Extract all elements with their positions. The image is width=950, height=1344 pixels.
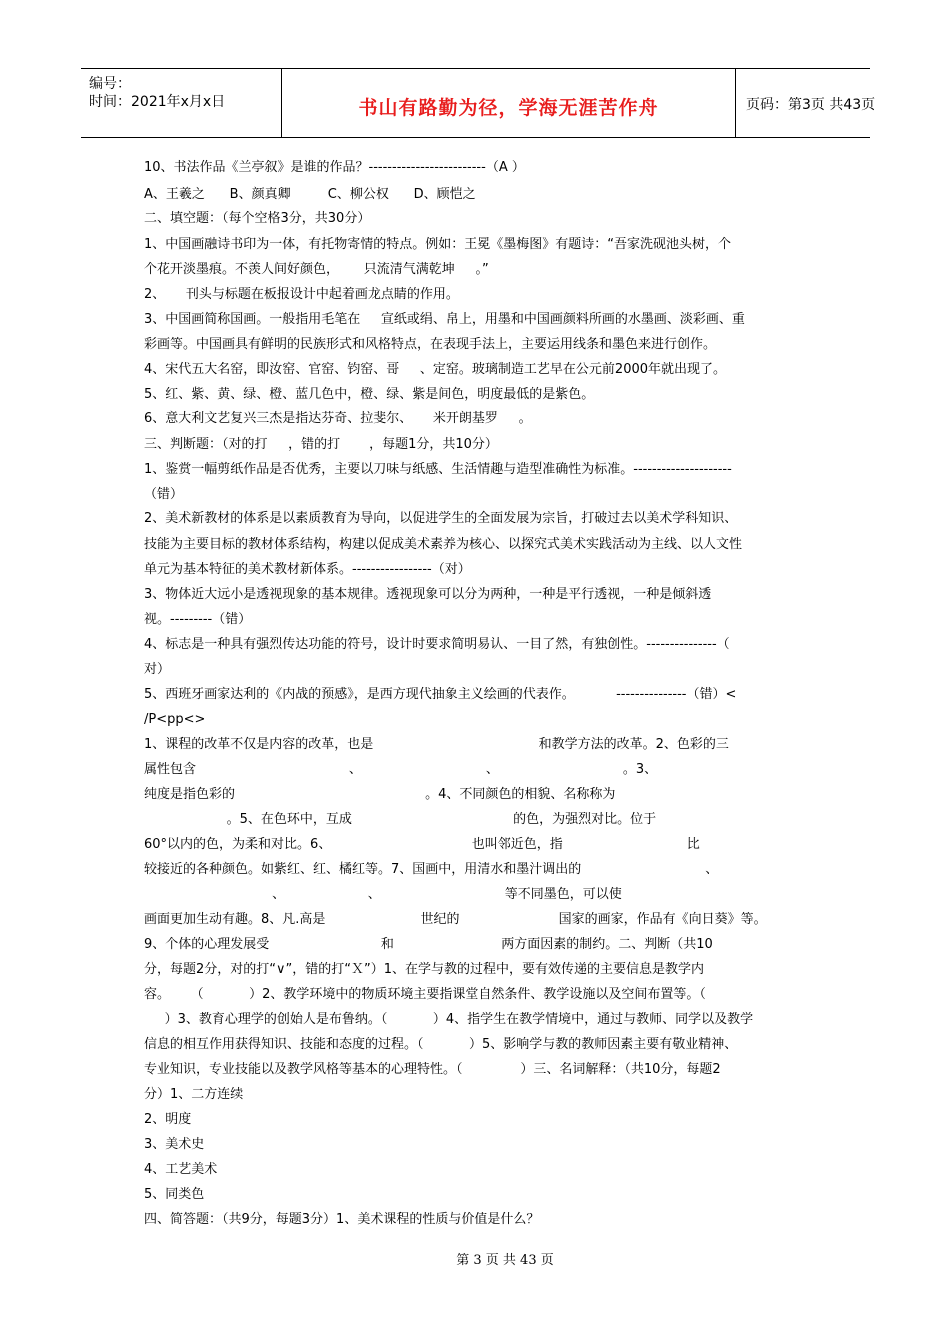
text-line: 4、标志是一种具有强烈传达功能的符号，设计时要求简明易认、一目了然，有独创性。---------------（ (144, 637, 730, 652)
text-line: ）3、教育心理学的创始人是布鲁纳。（ ）4、指学生在教学情境中，通过与教师、同学以及教学 (144, 1012, 754, 1027)
text-line: 3、中国画简称国画。一般指用毛笔在 宣纸或绢、帛上，用墨和中国画颜料所画的水墨画、淡彩画、重 (144, 312, 745, 327)
text-line: 5、同类色 (144, 1187, 205, 1202)
header-motto: 书山有路勤为径，学海无涯苦作舟 (358, 97, 659, 119)
text-line: 6、意大利文艺复兴三杰是指达芬奇、拉斐尔、 米开朗基罗 。 (144, 411, 532, 426)
text-line: 彩画等。中国画具有鲜明的民族形式和风格特点，在表现手法上，主要运用线条和墨色来进行创作。 (144, 337, 717, 352)
text-line: 60°以内的色，为柔和对比。6、 也叫邻近色，指 比 (144, 837, 700, 852)
text-line: 4、宋代五大名窑，即汝窑、官窑、钧窑、哥 、定窑。玻璃制造工艺早在公元前2000年就出现了。 (144, 362, 727, 377)
text-line: 四、简答题：（共9分，每题3分）1、美术课程的性质与价值是什么？ (144, 1212, 540, 1227)
text-line: /P<pp<> (144, 712, 206, 727)
header-page-cell (736, 69, 876, 137)
text-line: 分）1、二方连续 (144, 1087, 244, 1102)
text-line: 3、物体近大远小是透视现象的基本规律。透视现象可以分为两种，一种是平行透视，一种是倾斜透 (144, 587, 712, 602)
text-line: 10、书法作品《兰亭叙》是谁的作品？-------------------------（A ） (144, 160, 525, 175)
text-line: 二、填空题：（每个空格3分，共30分） (144, 211, 371, 226)
header-motto-cell (282, 69, 736, 137)
text-line: 技能为主要目标的教材体系结构，构建以促成美术素养为核心、以探究式美术实践活动为主线、以人文性 (144, 537, 743, 552)
text-line: 5、红、紫、黄、绿、橙、蓝几色中，橙、绿、紫是间色，明度最低的是紫色。 (144, 387, 595, 402)
text-line: 分，每题2分，对的打“∨”，错的打“Ｘ”）1、在学与教的过程中，要有效传递的主要信息是教学内 (144, 962, 704, 977)
text-line: 4、工艺美术 (144, 1162, 218, 1177)
text-line: 单元为基本特征的美术教材新体系。-----------------（对） (144, 562, 471, 577)
text-line: 专业知识，专业技能以及教学风格等基本的心理特性。（ ）三、名词解释：（共10分，每题2 (144, 1062, 721, 1077)
text-line: 2、 刊头与标题在板报设计中起着画龙点睛的作用。 (144, 287, 459, 302)
page-header (81, 68, 876, 138)
text-line: 。5、在色环中，互成 的色，为强烈对比。位于 (144, 812, 657, 827)
header-page-number: 页码：第3页 共43页 (746, 97, 876, 113)
text-line: 纯度是指色彩的 。4、不同颜色的相貌、名称称为 (144, 787, 616, 802)
text-line: 1、中国画融诗书印为一体，有托物寄情的特点。例如：王冕《墨梅图》有题诗：“吾家洗砚池头树，个 (144, 237, 732, 252)
text-line: 9、个体的心理发展受 和 两方面因素的制约。二、判断（共10 (144, 937, 713, 952)
text-line: （错） (144, 487, 184, 502)
text-line: 对） (144, 662, 171, 677)
text-line: 属性包含 、 、 。3、 (144, 762, 658, 777)
text-line: 1、课程的改革不仅是内容的改革，也是 和教学方法的改革。2、色彩的三 (144, 737, 729, 752)
text-line: 、 、 等不同墨色，可以使 (144, 887, 622, 902)
text-line: 容。 （ ）2、教学环境中的物质环境主要指课堂自然条件、教学设施以及空间布置等。（ (144, 987, 706, 1002)
text-line: 5、西班牙画家达利的《内战的预感》，是西方现代抽象主义绘画的代表作。 ---------------（错）< (144, 687, 737, 702)
text-line: 2、明度 (144, 1112, 192, 1127)
text-line: A、王羲之 B、颜真卿 C、柳公权 D、顾恺之 (144, 187, 476, 202)
text-line: 三、判断题：（对的打 ，错的打 ，每题1分，共10分） (144, 437, 498, 452)
text-line: 信息的相互作用获得知识、技能和态度的过程。（ ）5、影响学与教的教师因素主要有敬业精神、 (144, 1037, 738, 1052)
document-date: 时间：2021年x月x日 (89, 94, 226, 110)
text-line: 视。---------（错） (144, 612, 252, 627)
document-code: 编号： (89, 76, 131, 92)
text-line: 较接近的各种颜色。如紫红、红、橘红等。7、国画中，用清水和墨汁调出的 、 (144, 862, 719, 877)
text-line: 2、美术新教材的体系是以素质教育为导向，以促进学生的全面发展为宗旨，打破过去以美术学科知识、 (144, 511, 738, 526)
text-line: 1、鉴赏一幅剪纸作品是否优秀，主要以刀味与纸感、生活情趣与造型准确性为标准。--------------------- (144, 462, 732, 477)
header-info-cell (81, 69, 282, 137)
text-line: 3、美术史 (144, 1137, 205, 1152)
text-line: 画面更加生动有趣。8、凡.高是 世纪的 国家的画家，作品有《向日葵》等。 (144, 912, 767, 927)
page-footer: 第 3 页 共 43 页 (456, 1253, 554, 1268)
text-line: 个花开淡墨痕。不羡人间好颜色， 只流清气满乾坤 。” (144, 262, 489, 277)
